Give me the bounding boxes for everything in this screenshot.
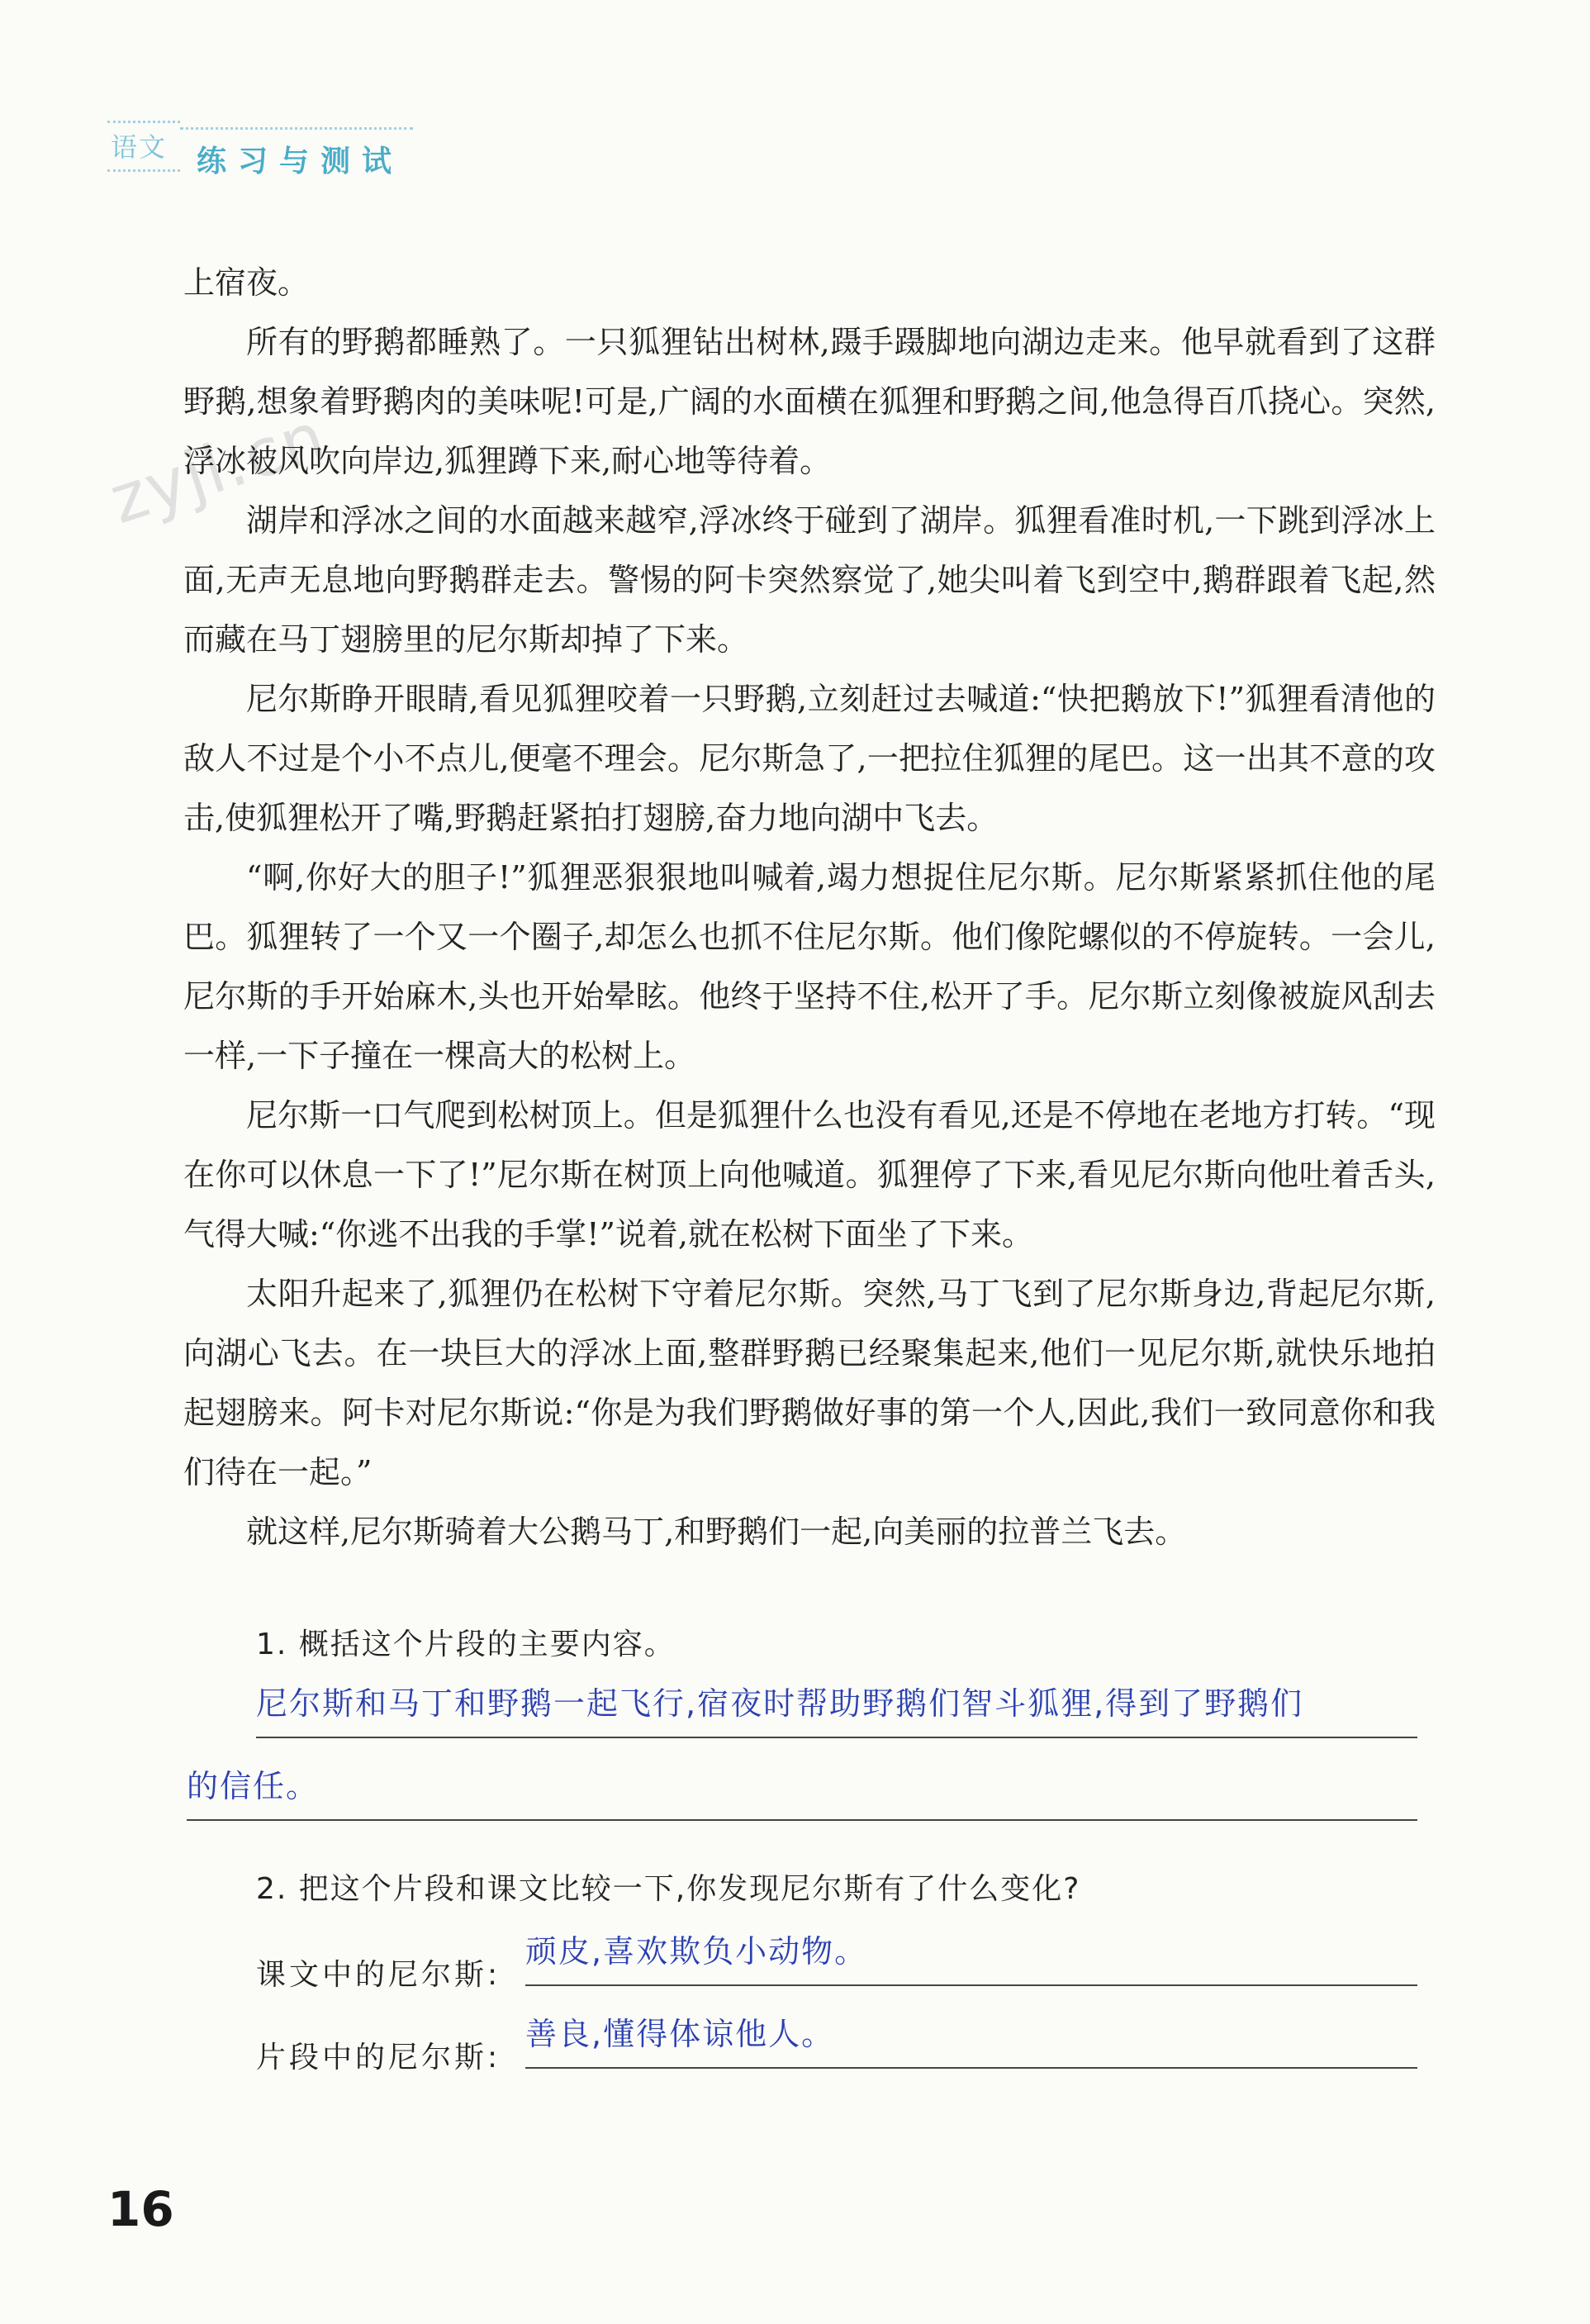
watermark: zyjl.cn bbox=[101, 397, 335, 539]
reading-passage bbox=[183, 253, 1436, 1561]
passage-paragraph: 太阳升起来了,狐狸仍在松树下守着尼尔斯。突然,马丁飞到了尼尔斯身边,背起尼尔斯,向湖心飞去。在一块巨大的浮冰上面,整群野鹅已经聚集起来,他们一见尼尔斯,就快乐地拍起翅膀来。阿卡对尼尔斯说:“你是为我们野鹅做好事的第一个人,因此,我们一致同意你和我们待在一起。” bbox=[183, 1276, 1436, 1490]
question-2-prompt: 2. 把这个片段和课文比较一下,你发现尼尔斯有了什么变化? bbox=[256, 1872, 1081, 1906]
passage-paragraph: 上宿夜。 bbox=[183, 264, 310, 301]
textbook-nils-answer[interactable]: 顽皮,喜欢欺负小动物。 bbox=[525, 1925, 1417, 1986]
page-number: 16 bbox=[107, 2181, 174, 2237]
fragment-nils-answer[interactable]: 善良,懂得体谅他人。 bbox=[525, 2008, 1417, 2069]
passage-paragraph: “啊,你好大的胆子!”狐狸恶狠狠地叫喊着,竭力想捉住尼尔斯。尼尔斯紧紧抓住他的尾巴。狐狸转了一个又一个圈子,却怎么也抓不住尼尔斯。他们像陀螺似的不停旋转。一会儿,尼尔斯的手开始麻木,头也开始晕眩。他终于坚持不住,松开了手。尼尔斯立刻像被旋风刮去一样,一下子撞在一棵高大的松树上。 bbox=[183, 859, 1436, 1074]
fragment-nils-label: 片段中的尼尔斯: bbox=[256, 2041, 501, 2074]
header-subject: 语文 bbox=[107, 121, 180, 172]
question-1-prompt: 1. 概括这个片段的主要内容。 bbox=[256, 1628, 676, 1661]
passage-paragraph: 所有的野鹅都睡熟了。一只狐狸钻出树林,蹑手蹑脚地向湖边走来。他早就看到了这群野鹅,想象着野鹅肉的美味呢!可是,广阔的水面横在狐狸和野鹅之间,他急得百爪挠心。突然,浮冰被风吹向岸边,狐狸蹲下来,耐心地等待着。 bbox=[183, 324, 1436, 479]
textbook-nils-label: 课文中的尼尔斯: bbox=[256, 1958, 501, 1992]
passage-paragraph: 尼尔斯一口气爬到松树顶上。但是狐狸什么也没有看见,还是不停地在老地方打转。“现在你可以休息一下了!”尼尔斯在树顶上向他喊道。狐狸停了下来,看见尼尔斯向他吐着舌头,气得大喊:“你逃不出我的手掌!”说着,就在松树下面坐了下来。 bbox=[183, 1097, 1436, 1252]
passage-paragraph: 湖岸和浮冰之间的水面越来越窄,浮冰终于碰到了湖岸。狐狸看准时机,一下跳到浮冰上面,无声无息地向野鹅群走去。警惕的阿卡突然察觉了,她尖叫着飞到空中,鹅群跟着飞起,然而藏在马丁翅膀里的尼尔斯却掉了下来。 bbox=[183, 502, 1436, 658]
page-header bbox=[107, 112, 413, 180]
header-title: 练习与测试 bbox=[180, 127, 413, 180]
passage-paragraph: 尼尔斯睁开眼睛,看见狐狸咬着一只野鹅,立刻赶过去喊道:“快把鹅放下!”狐狸看清他的敌人不过是个小不点儿,便毫不理会。尼尔斯急了,一把拉住狐狸的尾巴。这一出其不意的攻击,使狐狸松开了嘴,野鹅赶紧拍打翅膀,奋力地向湖中飞去。 bbox=[183, 681, 1436, 836]
passage-paragraph: 就这样,尼尔斯骑着大公鹅马丁,和野鹅们一起,向美丽的拉普兰飞去。 bbox=[246, 1514, 1187, 1550]
question-1-answer-line-2[interactable]: 的信任。 bbox=[187, 1760, 1417, 1821]
question-1-answer-line-1[interactable]: 尼尔斯和马丁和野鹅一起飞行,宿夜时帮助野鹅们智斗狐狸,得到了野鹅们 bbox=[256, 1677, 1417, 1738]
